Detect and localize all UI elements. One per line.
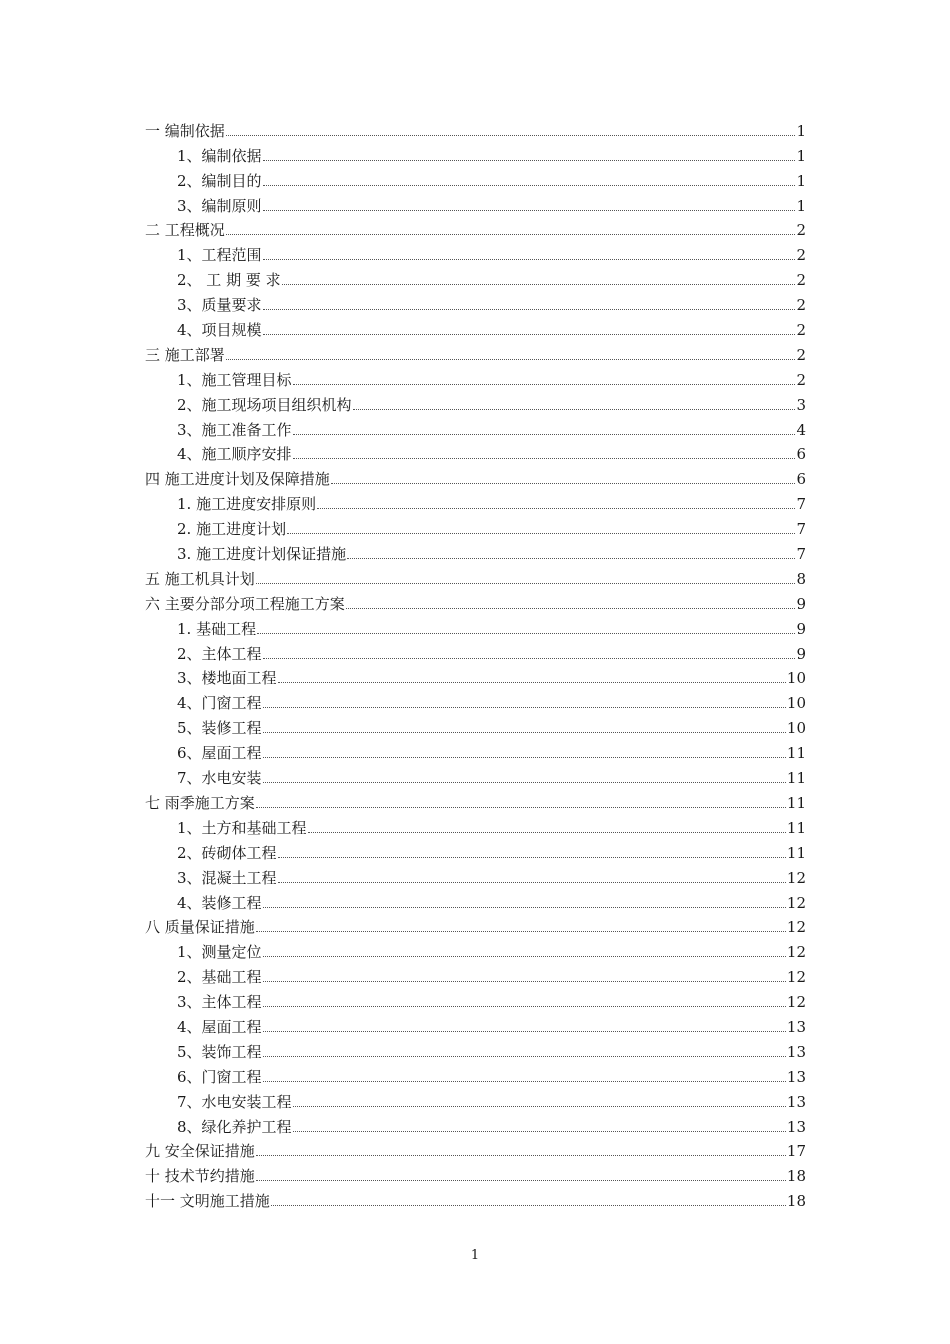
toc-entry-label: 8、绿化养护工程: [177, 1117, 292, 1136]
toc-entry-label: 3、楼地面工程: [177, 669, 277, 688]
toc-entry-label: 十一 文明施工措施: [145, 1192, 270, 1211]
toc-section-entry[interactable]: [145, 165, 806, 190]
toc-entry-page: 2: [796, 345, 806, 364]
toc-entry-label: 3、主体工程: [177, 993, 262, 1012]
toc-dot-leader: [278, 682, 786, 683]
toc-entry-label: 1、编制依据: [177, 146, 262, 165]
toc-section-entry[interactable]: [145, 812, 806, 837]
toc-dot-leader: [293, 1131, 786, 1132]
toc-entry-page: 6: [796, 470, 806, 489]
toc-section-entry[interactable]: [145, 389, 806, 414]
toc-entry-label: 六 主要分部分项工程施工方案: [145, 594, 345, 613]
toc-section-entry[interactable]: [145, 1086, 806, 1111]
toc-dot-leader: [263, 259, 796, 260]
toc-dot-leader: [257, 633, 795, 634]
toc-chapter-entry[interactable]: [145, 215, 806, 240]
toc-chapter-entry[interactable]: [145, 463, 806, 488]
toc-section-entry[interactable]: [145, 712, 806, 737]
toc-entry-page: 11: [786, 793, 806, 812]
toc-section-entry[interactable]: [145, 314, 806, 339]
toc-entry-label: 1、施工管理目标: [177, 370, 292, 389]
toc-section-entry[interactable]: [145, 364, 806, 389]
toc-dot-leader: [263, 907, 786, 908]
toc-entry-page: 2: [796, 246, 806, 265]
toc-entry-label: 1、工程范围: [177, 246, 262, 265]
toc-dot-leader: [263, 1006, 786, 1007]
toc-entry-page: 13: [786, 1017, 806, 1036]
toc-dot-leader: [293, 1106, 786, 1107]
toc-entry-page: 2: [796, 271, 806, 290]
toc-section-entry[interactable]: [145, 687, 806, 712]
toc-dot-leader: [263, 1081, 786, 1082]
toc-dot-leader: [317, 508, 795, 509]
toc-section-entry[interactable]: [145, 414, 806, 439]
toc-dot-leader: [256, 807, 786, 808]
toc-entry-label: 7、水电安装工程: [177, 1092, 292, 1111]
toc-section-entry[interactable]: [145, 986, 806, 1011]
toc-entry-label: 八 质量保证措施: [145, 918, 255, 937]
toc-entry-page: 13: [786, 1092, 806, 1111]
toc-entry-label: 七 雨季施工方案: [145, 793, 255, 812]
toc-entry-page: 11: [786, 744, 806, 763]
toc-entry-label: 一 编制依据: [145, 121, 225, 140]
toc-entry-label: 3. 施工进度计划保证措施: [177, 545, 347, 564]
toc-chapter-entry[interactable]: [145, 115, 806, 140]
toc-dot-leader: [263, 1031, 786, 1032]
toc-section-entry[interactable]: [145, 638, 806, 663]
toc-entry-label: 4、屋面工程: [177, 1017, 262, 1036]
toc-entry-page: 1: [796, 146, 806, 165]
toc-entry-label: 4、门窗工程: [177, 694, 262, 713]
toc-dot-leader: [263, 1056, 786, 1057]
toc-entry-page: 9: [796, 594, 806, 613]
toc-dot-leader: [346, 608, 796, 609]
toc-entry-page: 18: [786, 1167, 806, 1186]
toc-dot-leader: [263, 160, 796, 161]
toc-entry-page: 13: [786, 1067, 806, 1086]
toc-entry-label: 5、装饰工程: [177, 1042, 262, 1061]
toc-entry-page: 13: [786, 1042, 806, 1061]
toc-entry-label: 1、土方和基础工程: [177, 818, 307, 837]
toc-entry-label: 3、混凝土工程: [177, 868, 277, 887]
toc-entry-label: 2、基础工程: [177, 968, 262, 987]
toc-entry-page: 12: [786, 968, 806, 987]
toc-dot-leader: [347, 558, 795, 559]
toc-entry-page: 2: [796, 321, 806, 340]
toc-entry-label: 7、水电安装: [177, 769, 262, 788]
toc-dot-leader: [308, 832, 786, 833]
toc-chapter-entry[interactable]: [145, 339, 806, 364]
toc-section-entry[interactable]: [145, 1061, 806, 1086]
toc-chapter-entry[interactable]: [145, 1160, 806, 1185]
toc-entry-page: 9: [796, 619, 806, 638]
toc-entry-label: 四 施工进度计划及保障措施: [145, 470, 330, 489]
toc-entry-page: 2: [796, 370, 806, 389]
toc-dot-leader: [226, 359, 796, 360]
toc-entry-label: 九 安全保证措施: [145, 1142, 255, 1161]
toc-dot-leader: [293, 434, 796, 435]
toc-entry-page: 7: [796, 520, 806, 539]
toc-entry-page: 10: [786, 669, 806, 688]
toc-entry-label: 1. 基础工程: [177, 619, 257, 638]
toc-dot-leader: [256, 931, 786, 932]
toc-dot-leader: [263, 757, 786, 758]
toc-dot-leader: [263, 185, 796, 186]
toc-dot-leader: [353, 409, 796, 410]
toc-entry-label: 3、质量要求: [177, 296, 262, 315]
toc-entry-page: 12: [786, 918, 806, 937]
toc-chapter-entry[interactable]: [145, 1185, 806, 1210]
toc-entry-label: 3、施工准备工作: [177, 420, 292, 439]
toc-dot-leader: [263, 732, 786, 733]
toc-entry-page: 12: [786, 893, 806, 912]
toc-entry-label: 三 施工部署: [145, 345, 225, 364]
toc-dot-leader: [263, 334, 796, 335]
toc-dot-leader: [256, 583, 796, 584]
toc-dot-leader: [293, 384, 796, 385]
toc-section-entry[interactable]: [145, 613, 806, 638]
toc-entry-page: 17: [786, 1142, 806, 1161]
toc-section-entry[interactable]: [145, 663, 806, 688]
toc-entry-label: 2、编制目的: [177, 171, 262, 190]
toc-entry-page: 12: [786, 993, 806, 1012]
toc-entry-label: 2. 施工进度计划: [177, 520, 287, 539]
toc-dot-leader: [263, 782, 786, 783]
toc-dot-leader: [278, 882, 786, 883]
toc-section-entry[interactable]: [145, 887, 806, 912]
toc-dot-leader: [263, 981, 786, 982]
toc-dot-leader: [226, 234, 796, 235]
toc-section-entry[interactable]: [145, 488, 806, 513]
toc-section-entry[interactable]: [145, 190, 806, 215]
toc-entry-page: 7: [796, 495, 806, 514]
toc-entry-page: 9: [796, 644, 806, 663]
toc-entry-page: 10: [786, 719, 806, 738]
toc-entry-label: 4、施工顺序安排: [177, 445, 292, 464]
toc-entry-page: 1: [796, 171, 806, 190]
toc-section-entry[interactable]: [145, 538, 806, 563]
toc-dot-leader: [263, 309, 796, 310]
toc-section-entry[interactable]: [145, 1011, 806, 1036]
toc-dot-leader: [263, 707, 786, 708]
toc-entry-label: 五 施工机具计划: [145, 569, 255, 588]
toc-entry-label: 6、门窗工程: [177, 1067, 262, 1086]
toc-entry-page: 3: [796, 395, 806, 414]
toc-entry-label: 1. 施工进度安排原则: [177, 495, 317, 514]
toc-section-entry[interactable]: [145, 961, 806, 986]
toc-entry-page: 1: [796, 121, 806, 140]
toc-dot-leader: [263, 210, 796, 211]
toc-entry-label: 5、装修工程: [177, 719, 262, 738]
toc-entry-page: 11: [786, 818, 806, 837]
toc-section-entry[interactable]: [145, 513, 806, 538]
toc-entry-label: 3、编制原则: [177, 196, 262, 215]
toc-chapter-entry[interactable]: [145, 912, 806, 937]
toc-entry-page: 12: [786, 943, 806, 962]
toc-section-entry[interactable]: [145, 439, 806, 464]
toc-dot-leader: [282, 284, 796, 285]
toc-dot-leader: [331, 483, 796, 484]
toc-entry-page: 4: [796, 420, 806, 439]
toc-entry-label: 2、 工 期 要 求: [177, 271, 281, 290]
toc-section-entry[interactable]: [145, 762, 806, 787]
toc-dot-leader: [263, 956, 786, 957]
toc-entry-page: 18: [786, 1192, 806, 1211]
toc-entry-label: 1、测量定位: [177, 943, 262, 962]
toc-section-entry[interactable]: [145, 862, 806, 887]
toc-chapter-entry[interactable]: [145, 563, 806, 588]
page-number: 1: [470, 1248, 480, 1263]
toc-entry-page: 11: [786, 843, 806, 862]
toc-entry-label: 2、施工现场项目组织机构: [177, 395, 352, 414]
toc-chapter-entry[interactable]: [145, 1136, 806, 1161]
toc-entry-page: 8: [796, 569, 806, 588]
toc-section-entry[interactable]: [145, 1036, 806, 1061]
toc-dot-leader: [271, 1205, 786, 1206]
toc-section-entry[interactable]: [145, 239, 806, 264]
toc-entry-page: 2: [796, 221, 806, 240]
toc-section-entry[interactable]: [145, 140, 806, 165]
toc-entry-label: 2、主体工程: [177, 644, 262, 663]
toc-entry-label: 十 技术节约措施: [145, 1167, 255, 1186]
toc-entry-label: 4、装修工程: [177, 893, 262, 912]
toc-dot-leader: [278, 857, 786, 858]
toc-chapter-entry[interactable]: [145, 588, 806, 613]
toc-entry-label: 二 工程概况: [145, 221, 225, 240]
toc-entry-page: 7: [796, 545, 806, 564]
toc-dot-leader: [263, 658, 796, 659]
toc-section-entry[interactable]: [145, 1111, 806, 1136]
toc-dot-leader: [287, 533, 795, 534]
toc-dot-leader: [226, 135, 796, 136]
toc-entry-page: 11: [786, 769, 806, 788]
toc-entry-page: 1: [796, 196, 806, 215]
toc-section-entry[interactable]: [145, 289, 806, 314]
toc-entry-label: 6、屋面工程: [177, 744, 262, 763]
toc-entry-page: 6: [796, 445, 806, 464]
toc-entry-page: 12: [786, 868, 806, 887]
toc-section-entry[interactable]: [145, 936, 806, 961]
toc-dot-leader: [256, 1155, 786, 1156]
toc-chapter-entry[interactable]: [145, 787, 806, 812]
toc-entry-label: 2、砖砌体工程: [177, 843, 277, 862]
toc-entry-page: 13: [786, 1117, 806, 1136]
table-of-contents: [145, 115, 806, 1210]
toc-section-entry[interactable]: [145, 837, 806, 862]
toc-entry-page: 10: [786, 694, 806, 713]
toc-dot-leader: [293, 458, 796, 459]
toc-entry-page: 2: [796, 296, 806, 315]
toc-section-entry[interactable]: [145, 264, 806, 289]
toc-entry-label: 4、项目规模: [177, 321, 262, 340]
toc-section-entry[interactable]: [145, 737, 806, 762]
toc-dot-leader: [256, 1180, 786, 1181]
